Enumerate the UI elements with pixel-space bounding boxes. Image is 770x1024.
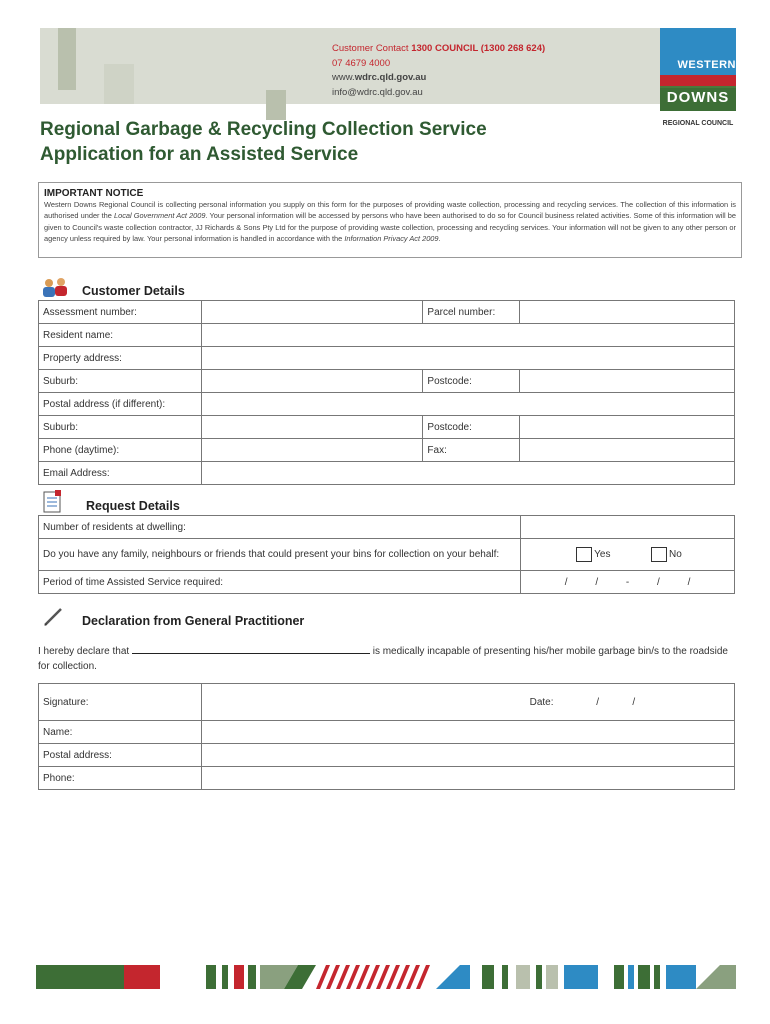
contact-info: Customer Contact 1300 COUNCIL (1300 268 624) 07 4679 4000 www.wdrc.qld.gov.au info@wdrc.qld.gov.au [332, 42, 545, 100]
yes-checkbox[interactable] [576, 547, 592, 562]
declaration-text: I hereby declare that is medically incapable of presenting his/her mobile garbage bin/s to the roadside for collection. [38, 646, 728, 672]
date-label: Date: [529, 696, 554, 708]
pen-icon [42, 606, 64, 628]
signature-label: Signature: [39, 684, 202, 721]
phone-label: Phone: [39, 767, 202, 790]
name-label: Name: [39, 721, 202, 744]
no-label: No [669, 549, 682, 561]
practitioner-table [38, 683, 735, 790]
parcel-label: Parcel number: [423, 301, 520, 324]
page-title: Regional Garbage & Recycling Collection Service Application for an Assisted Service [40, 119, 487, 165]
period-field[interactable]: / / - / / [521, 571, 735, 594]
residents-field[interactable] [521, 516, 735, 539]
date-field[interactable]: / / [596, 696, 636, 708]
table-row [39, 539, 735, 571]
yes-label: Yes [594, 549, 611, 561]
table-row [39, 462, 735, 485]
fax-label: Fax: [423, 439, 520, 462]
website-link[interactable]: www.wdrc.qld.gov.au [332, 72, 427, 83]
people-icon [40, 277, 70, 299]
postal-label: Postal address: [39, 744, 202, 767]
phone-field[interactable] [201, 767, 734, 790]
no-checkbox[interactable] [651, 547, 667, 562]
table-row [39, 439, 735, 462]
assessment-label: Assessment number: [39, 301, 202, 324]
suburb-field[interactable] [201, 370, 423, 393]
postcode2-field[interactable] [520, 416, 735, 439]
council-logo: WESTERN DOWNS REGIONAL COUNCIL [660, 28, 736, 132]
table-row [39, 571, 735, 594]
postal-field[interactable] [201, 393, 734, 416]
table-row [39, 393, 735, 416]
table-row [39, 767, 735, 790]
phone-number: 07 4679 4000 [332, 57, 391, 69]
table-row [39, 516, 735, 539]
signature-field[interactable] [201, 684, 734, 721]
name-field[interactable] [201, 721, 734, 744]
request-details-heading: Request Details [86, 499, 180, 513]
header-block [58, 28, 76, 90]
postal-field[interactable] [201, 744, 734, 767]
suburb-label: Suburb: [39, 370, 202, 393]
phone-label: Phone (daytime): [39, 439, 202, 462]
email-label: Email Address: [39, 462, 202, 485]
header-gap [0, 28, 40, 104]
header-band [0, 28, 660, 104]
property-field[interactable] [201, 347, 734, 370]
header-block [266, 90, 286, 120]
family-label: Do you have any family, neighbours or friends that could present your bins for collection on your behalf: [39, 539, 521, 571]
header-block [104, 64, 134, 104]
footer-band [36, 965, 736, 989]
suburb2-label: Suburb: [39, 416, 202, 439]
suburb2-field[interactable] [201, 416, 423, 439]
resident-label: Resident name: [39, 324, 202, 347]
phone-field[interactable] [201, 439, 423, 462]
table-row [39, 370, 735, 393]
table-row [39, 721, 735, 744]
customer-details-heading: Customer Details [82, 284, 185, 298]
table-row [39, 324, 735, 347]
assessment-field[interactable] [201, 301, 423, 324]
important-notice: IMPORTANT NOTICE Western Downs Regional Council is collecting personal information you supply on this form for the purposes of providing waste collection, processing and recycling services. The collection of this information is authorised under the Local Government Act 2009. Your personal information will be accessed by persons who have been authorised to do so for Council business related activities. Some of this information will be given to Council's waste collection contractor, JJ Richards & Sons Pty Ltd for the purpose of providing waste collection, processing and recycling services. Your information will not be given to any other person or agency unless required by law. Your personal information is handled in accordance with the Information Privacy Act 2009. [38, 182, 742, 258]
fax-field[interactable] [520, 439, 735, 462]
postal-label: Postal address (if different): [39, 393, 202, 416]
period-label: Period of time Assisted Service required: [39, 571, 521, 594]
patient-name-blank[interactable] [132, 653, 370, 654]
declaration-heading: Declaration from General Practitioner [82, 614, 305, 628]
request-details-table [38, 515, 735, 594]
document-icon [42, 490, 64, 514]
table-row [39, 684, 735, 721]
customer-details-table [38, 300, 735, 485]
parcel-field[interactable] [520, 301, 735, 324]
resident-field[interactable] [201, 324, 734, 347]
table-row [39, 744, 735, 767]
email-link[interactable]: info@wdrc.qld.gov.au [332, 86, 423, 98]
table-row [39, 347, 735, 370]
residents-label: Number of residents at dwelling: [39, 516, 521, 539]
postcode2-label: Postcode: [423, 416, 520, 439]
property-label: Property address: [39, 347, 202, 370]
email-field[interactable] [201, 462, 734, 485]
table-row [39, 416, 735, 439]
table-row [39, 301, 735, 324]
postcode-field[interactable] [520, 370, 735, 393]
postcode-label: Postcode: [423, 370, 520, 393]
